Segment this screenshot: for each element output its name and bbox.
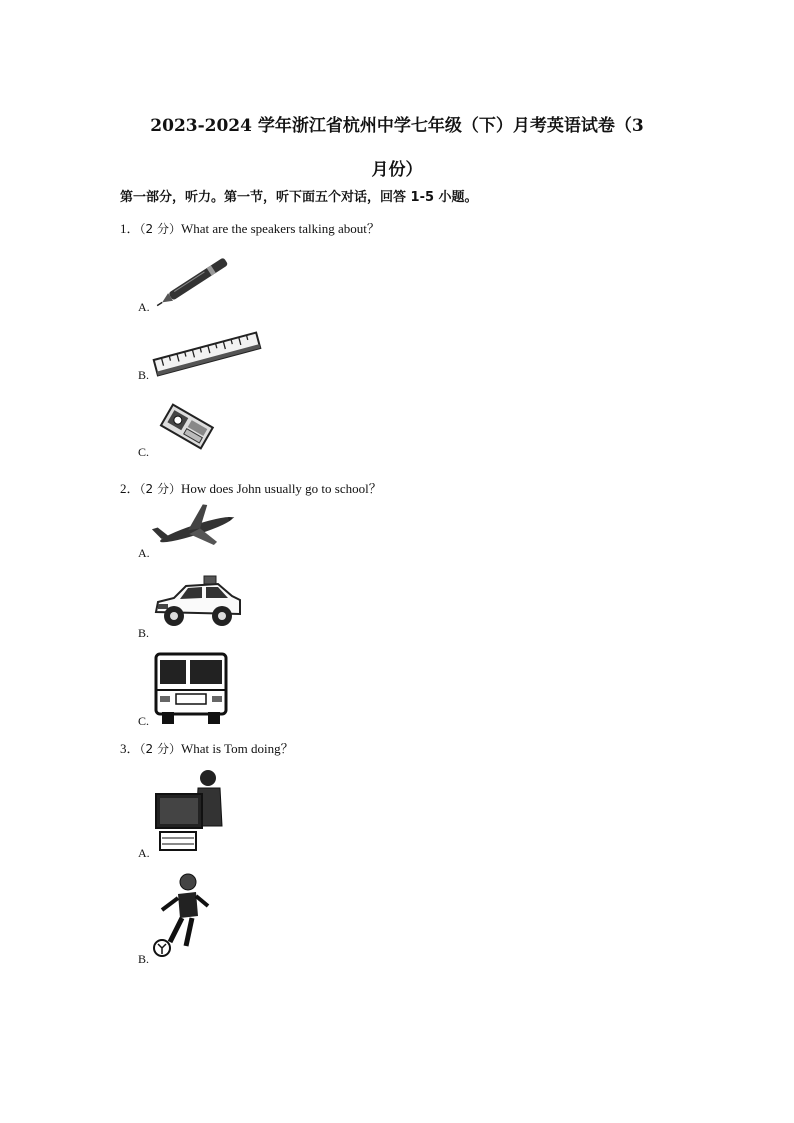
computer-user-icon <box>152 766 228 854</box>
option-label: B. <box>138 952 150 966</box>
football-player-icon <box>152 870 212 958</box>
option-label: C. <box>138 714 150 728</box>
bus-icon <box>152 650 232 726</box>
pencil-sharpener-icon <box>154 398 218 454</box>
option-label: A. <box>138 300 150 314</box>
question-number: 2． <box>120 481 140 496</box>
section-instruction: 第一部分，听力。第一节，听下面五个对话，回答 1-5 小题。 <box>120 190 478 205</box>
question-score: （2 分） <box>139 222 181 236</box>
question-number: 1． <box>120 221 140 236</box>
question-3 <box>120 738 294 757</box>
ruler-icon <box>150 330 265 378</box>
option-label: C. <box>138 445 150 459</box>
option-label: A. <box>138 546 150 560</box>
question-number: 3． <box>120 741 140 756</box>
question-2 <box>120 478 382 497</box>
exam-title <box>100 104 694 192</box>
airplane-icon <box>152 504 238 554</box>
question-score: （2 分） <box>139 482 181 496</box>
question-text: What are the speakers talking about？ <box>180 221 380 236</box>
question-1 <box>120 218 380 237</box>
option-label: B. <box>138 626 150 640</box>
option-label: B. <box>138 368 150 382</box>
car-icon <box>152 572 244 634</box>
question-score: （2 分） <box>139 742 181 756</box>
option-label: A. <box>138 846 150 860</box>
title-line-1: 2023-2024 学年浙江省杭州中学七年级（下）月考英语试卷（3 <box>150 116 644 136</box>
pen-icon <box>152 252 240 310</box>
question-text: How does John usually go to school？ <box>180 481 382 496</box>
question-text: What is Tom doing？ <box>180 741 294 756</box>
title-line-2: 月份） <box>371 160 423 180</box>
